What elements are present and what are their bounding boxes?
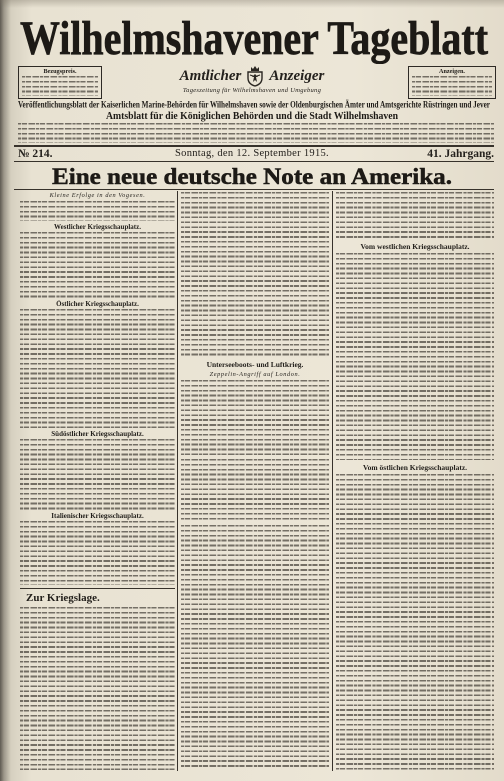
illegible-article-text xyxy=(181,459,329,520)
official-gazette-line xyxy=(100,109,404,122)
illegible-article-text xyxy=(336,253,494,460)
headline-rule xyxy=(14,189,494,190)
coat-of-arms-emblem xyxy=(245,65,265,87)
illegible-article-text xyxy=(181,380,329,455)
illegible-article-text xyxy=(20,309,175,428)
advertisement-rates-title: Anzeigen. xyxy=(439,68,465,75)
issue-number: № 214. xyxy=(18,148,53,160)
tagline: Tageszeitung für Wilhelmshaven und Umgebung xyxy=(182,87,322,94)
column-heading: Westlicher Kriegsschauplatz. xyxy=(54,223,141,231)
column-heading: Kleine Erfolge in den Vogesen. xyxy=(49,192,146,199)
official-word-1: Amtlicher xyxy=(179,67,242,84)
official-gazette-line-text: Amtsblatt für die Königlichen Behörden und die Stadt Wilhelmshaven xyxy=(106,111,399,122)
official-word-2: Anzeiger xyxy=(269,67,325,84)
column-heading: Südöstlicher Kriegsschauplatz. xyxy=(51,430,144,438)
masthead xyxy=(14,6,494,64)
section-title: Zur Kriegslage. xyxy=(26,592,100,604)
illegible-article-text xyxy=(20,201,175,221)
column-heading: Vom östlichen Kriegsschauplatz. xyxy=(362,464,468,472)
illegible-article-text xyxy=(336,474,494,770)
column-subheading: Zeppelin-Angriff auf London. xyxy=(209,371,301,378)
illegible-article-text xyxy=(20,521,175,585)
illegible-article-text xyxy=(412,76,492,96)
headline xyxy=(40,163,464,190)
dateline-rule-bottom xyxy=(14,161,494,162)
illegible-article-text xyxy=(181,192,329,358)
issue-date: Sonntag, den 12. September 1915. xyxy=(175,148,329,159)
column-heading: Italienischer Kriegsschauplatz. xyxy=(51,512,144,520)
subscription-price-title: Bezugspreis. xyxy=(43,68,77,75)
illegible-notice-text xyxy=(18,123,494,143)
advertisement-rates-box xyxy=(408,66,496,99)
illegible-article-text xyxy=(20,232,175,298)
subscription-price-box xyxy=(18,66,102,99)
official-gazette-title xyxy=(105,65,399,87)
illegible-article-text xyxy=(22,76,98,96)
headline-text: Eine neue deutsche Note an Amerika. xyxy=(52,164,452,189)
column-heading: Östlicher Kriegsschauplatz. xyxy=(56,300,139,308)
volume-number: 41. Jahrgang. xyxy=(427,148,494,160)
illegible-article-text xyxy=(20,607,175,770)
illegible-article-text xyxy=(181,525,329,770)
illegible-article-text xyxy=(20,439,175,510)
column-heading: Vom westlichen Kriegsschauplatz. xyxy=(360,243,470,251)
column-divider xyxy=(177,191,178,771)
column-divider xyxy=(332,191,333,771)
masthead-title: Wilhelmshavener Tageblatt xyxy=(20,12,489,64)
column-heading: Unterseeboots- und Luftkrieg. xyxy=(206,361,304,369)
dateline-rule-top xyxy=(14,145,494,147)
section-rule xyxy=(20,588,175,589)
publication-line-text: Veröffentlichungsblatt der Kaiserlichen Marine-Behörden für Wilhelmshaven sowie der Oldenburgischen Ämter und Amtsgerichte Rüstringen und Jever xyxy=(18,99,490,110)
illegible-article-text xyxy=(336,192,494,240)
